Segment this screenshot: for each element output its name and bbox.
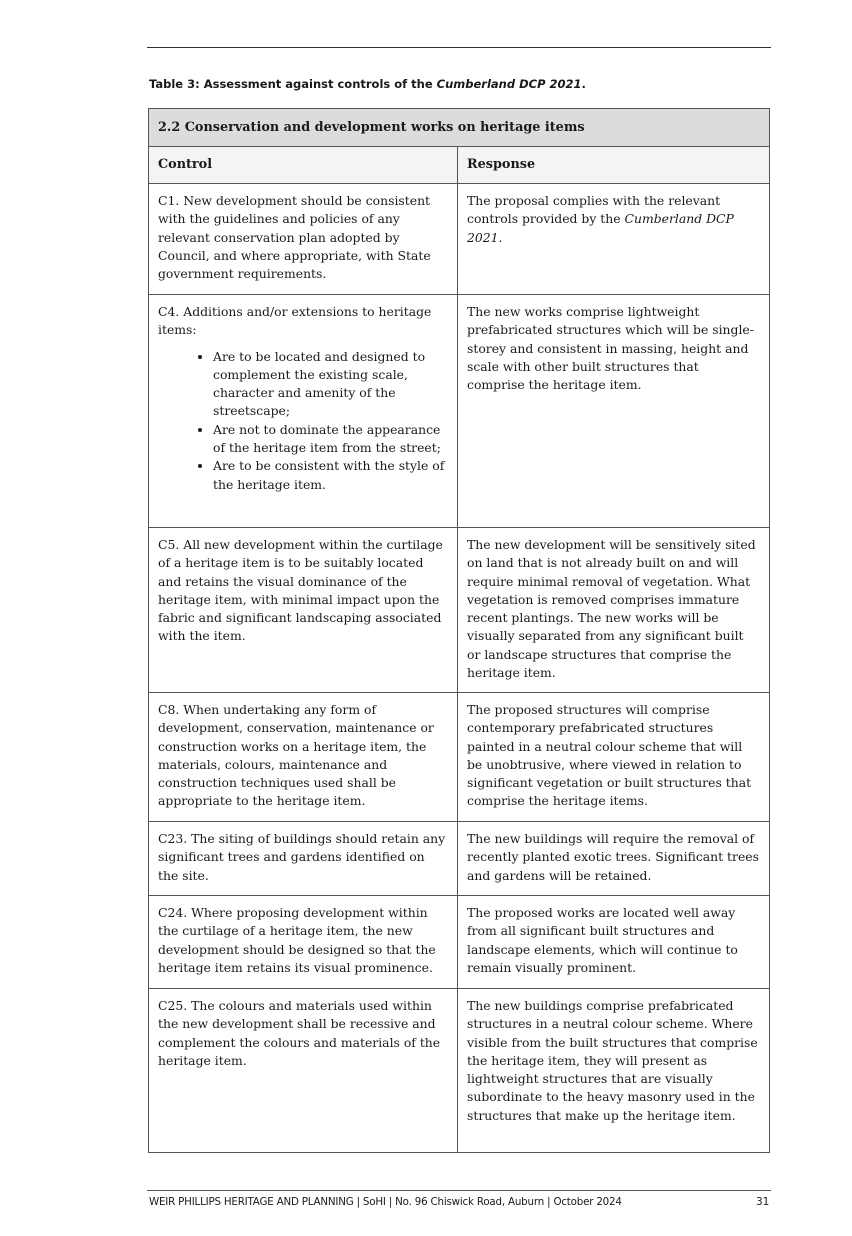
control-cell: C1. New development should be consistent with the guidelines and policies of any relevant conservation plan adopted by Council, and where appropriate, with State government requirements. — [149, 184, 458, 295]
response-suffix: . — [498, 229, 503, 245]
control-bullet: • Are to be located and designed to complement the existing scale, character and amenity of the streetscape; — [213, 348, 448, 421]
footer-text: WEIR PHILLIPS HERITAGE AND PLANNING | SoHI | No. 96 Chiswick Road, Auburn | October 2024 — [149, 1196, 622, 1208]
table-row — [149, 184, 770, 295]
response-cell: The proposed works are located well away from all significant built structures and landscape elements, which will continue to remain visually prominent. — [458, 896, 770, 989]
table-row — [149, 989, 770, 1153]
response-cell: The new buildings comprise prefabricated structures in a neutral colour scheme. Where visible from the built structures that comprise the heritage item, they will present as lightweight structures that are visually subordinate to the heavy masonry used in the structures that make up the heritage item. — [458, 989, 770, 1153]
caption-doc-name: Cumberland DCP 2021 — [436, 77, 582, 91]
control-cell — [149, 295, 458, 528]
assessment-table — [148, 108, 770, 1153]
section-row — [149, 109, 770, 147]
control-cell: C24. Where proposing development within the curtilage of a heritage item, the new development should be designed so that the heritage item retains its visual prominence. — [149, 896, 458, 989]
caption-prefix: Table 3: Assessment against controls of the — [149, 77, 437, 91]
table-row — [149, 693, 770, 822]
top-rule — [147, 47, 771, 48]
response-cell — [458, 184, 770, 295]
control-cell: C5. All new development within the curtilage of a heritage item is to be suitably located and retains the visual dominance of the heritage item, with minimal impact upon the fabric and significant landscaping associated with the item. — [149, 528, 458, 693]
header-row — [149, 147, 770, 184]
footer-rule — [147, 1190, 771, 1191]
control-bullet-list — [158, 348, 448, 494]
table-row — [149, 822, 770, 896]
control-bullet: • Are not to dominate the appearance of the heritage item from the street; — [213, 421, 448, 458]
control-text: C4. Additions and/or extensions to heritage items: — [158, 304, 432, 338]
column-header-response: Response — [458, 147, 770, 184]
table-row — [149, 528, 770, 693]
control-cell: C23. The siting of buildings should retain any significant trees and gardens identified on the site. — [149, 822, 458, 896]
section-title: 2.2 Conservation and development works on heritage items — [149, 109, 770, 147]
column-header-control: Control — [149, 147, 458, 184]
control-cell: C25. The colours and materials used within the new development shall be recessive and complement the colours and materials of the heritage item. — [149, 989, 458, 1153]
response-text: The proposal complies with the relevant controls provided by the — [467, 193, 721, 227]
table-row — [149, 896, 770, 989]
response-cell: The new development will be sensitively sited on land that is not already built on and will require minimal removal of vegetation. What vegetation is removed comprises immature recent plantings. The new works will be visually separated from any significant built or landscape structures that comprise the heritage item. — [458, 528, 770, 693]
control-cell: C8. When undertaking any form of development, conservation, maintenance or construction works on a heritage item, the materials, colours, maintenance and construction techniques used shall be appropriate to the heritage item. — [149, 693, 458, 822]
control-bullet: • Are to be consistent with the style of the heritage item. — [213, 457, 448, 494]
page-number: 31 — [756, 1196, 770, 1208]
response-doc-name: Cumberland DCP 2021 — [467, 211, 734, 245]
table-row — [149, 295, 770, 528]
response-cell: The new buildings will require the removal of recently planted exotic trees. Significant trees and gardens will be retained. — [458, 822, 770, 896]
table-caption — [149, 77, 586, 91]
response-cell: The new works comprise lightweight prefabricated structures which will be single-storey and consistent in massing, height and scale with other built structures that comprise the heritage item. — [458, 295, 770, 528]
caption-suffix: . — [581, 77, 586, 91]
response-cell: The proposed structures will comprise contemporary prefabricated structures painted in a neutral colour scheme that will be unobtrusive, where viewed in relation to significant vegetation or built structures that comprise the heritage items. — [458, 693, 770, 822]
